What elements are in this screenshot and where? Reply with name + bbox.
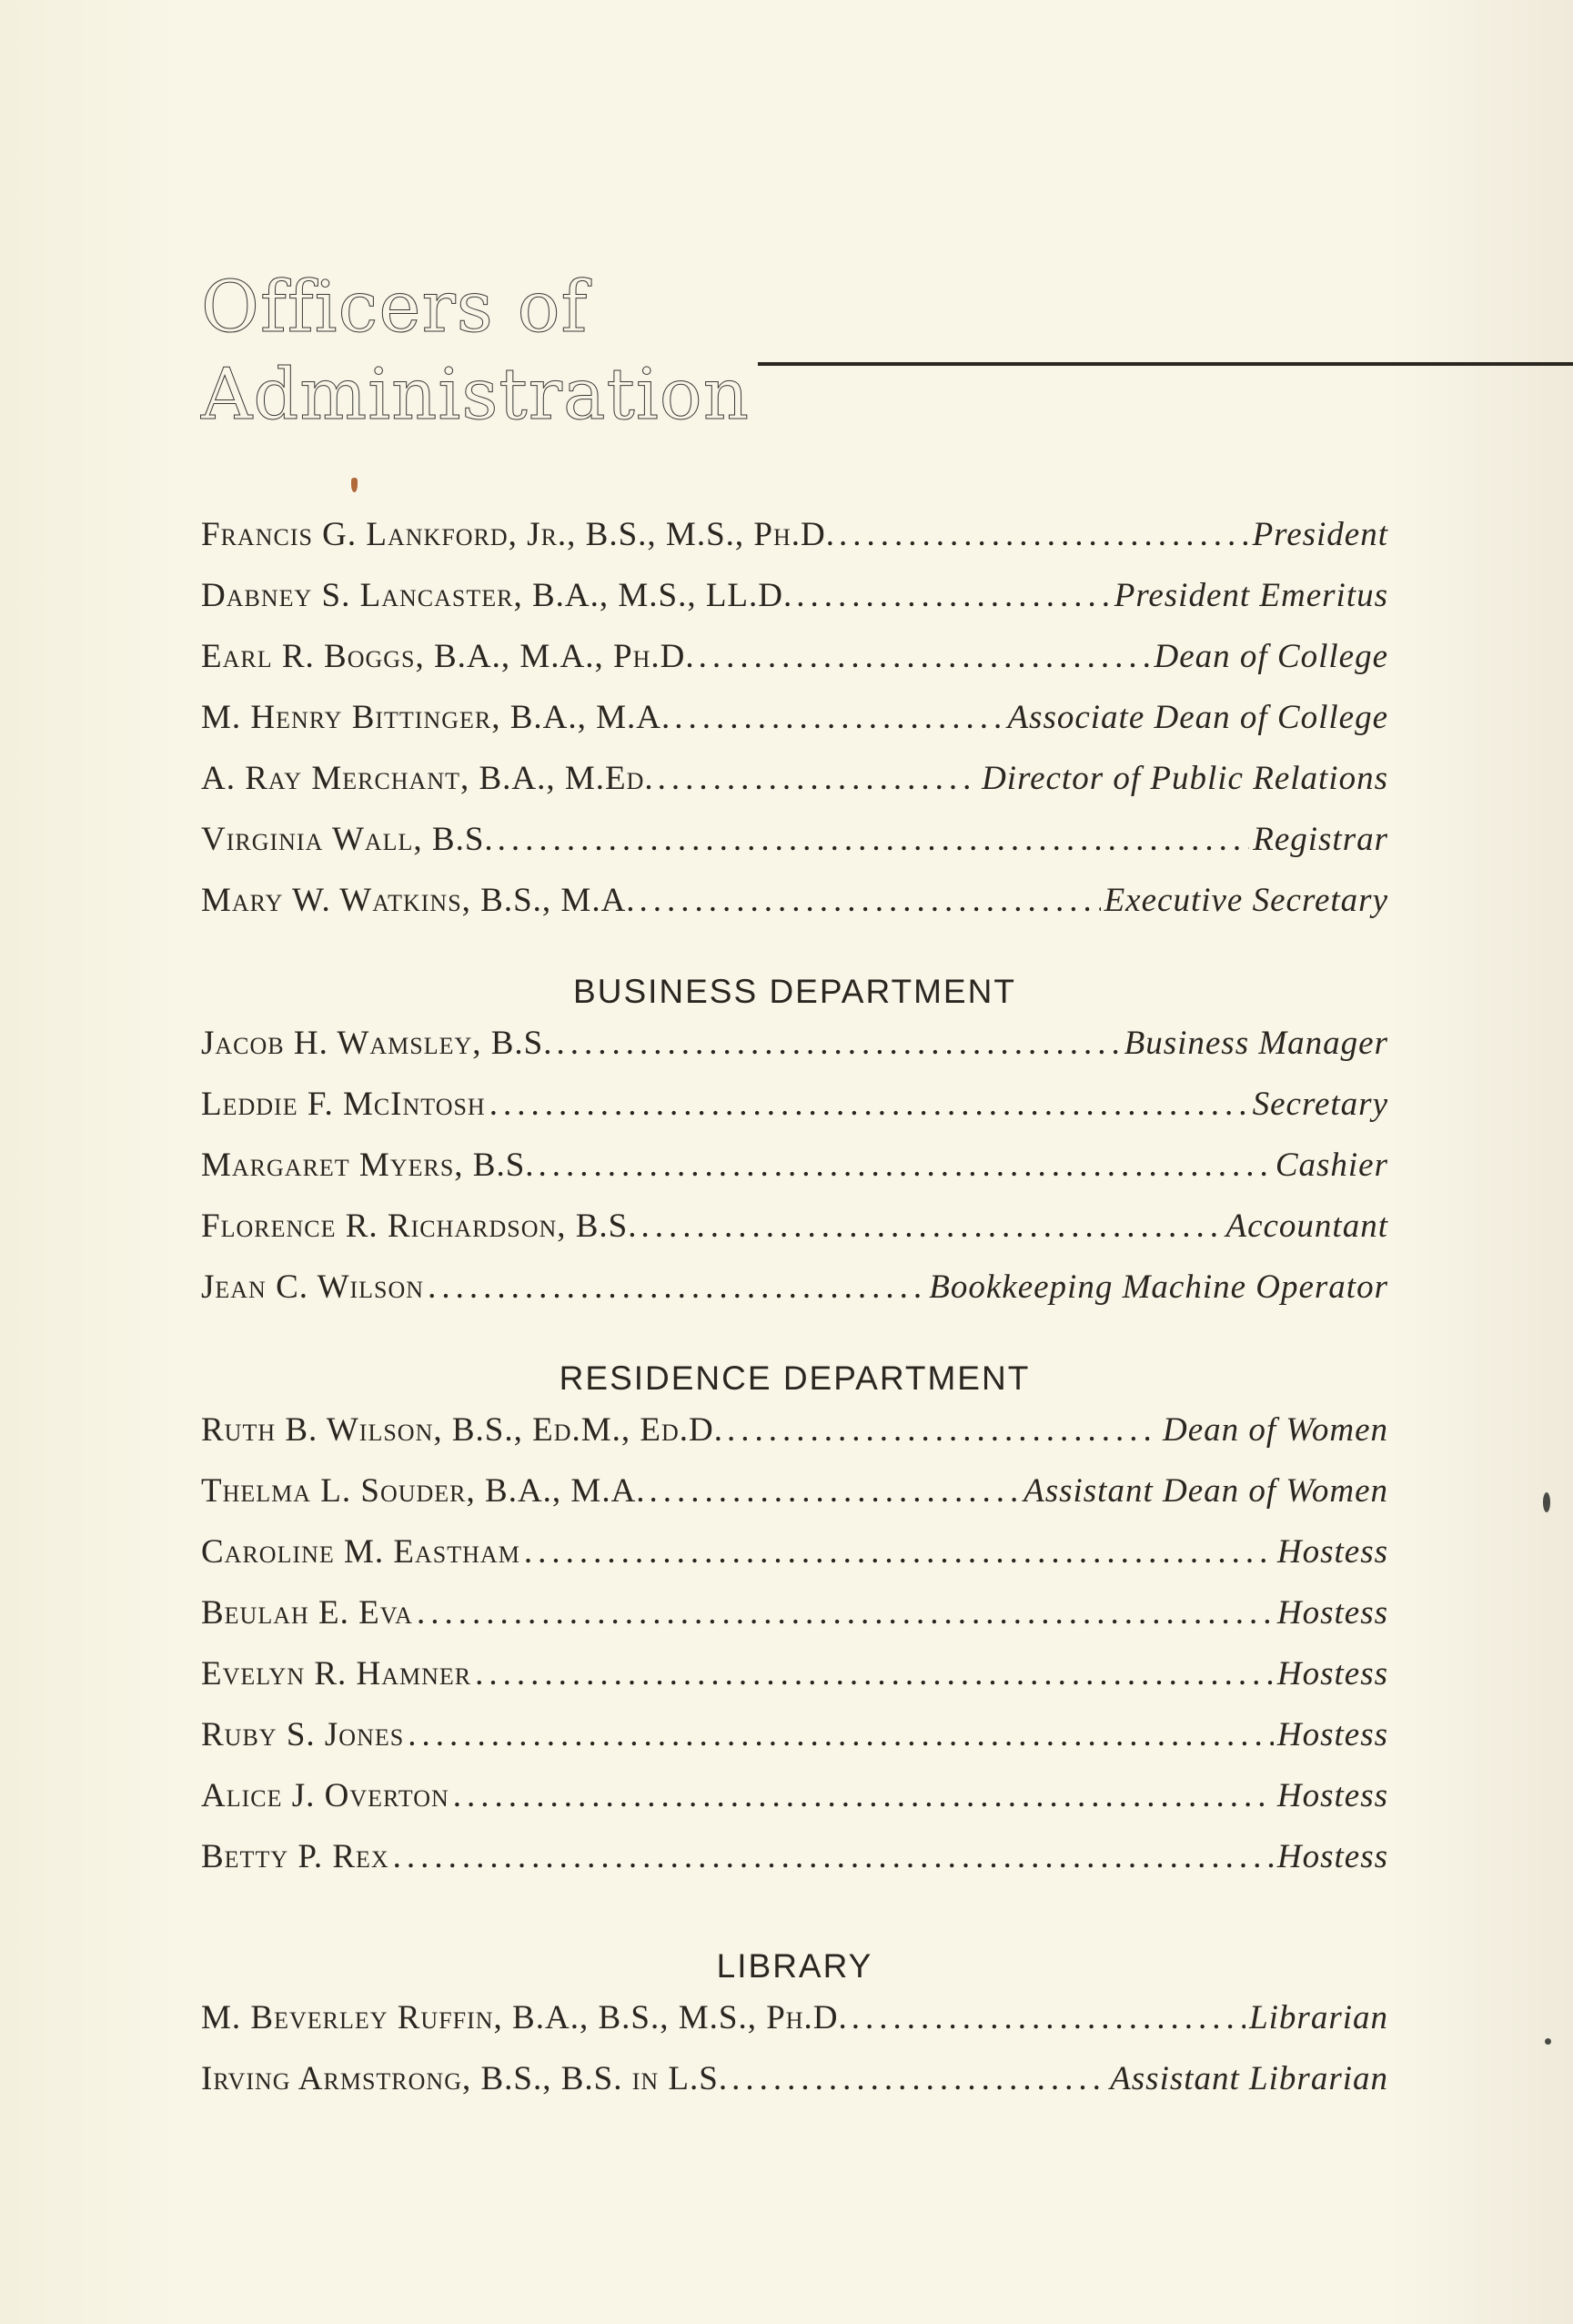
staff-role: Hostess	[1276, 1838, 1388, 1875]
roster	[201, 515, 1388, 2120]
dot-leader	[408, 1715, 1274, 1754]
business-list	[201, 1024, 1388, 1329]
officer-row	[201, 881, 1388, 942]
dot-leader	[640, 881, 1101, 920]
staff-name: Irving Armstrong, B.S., B.S. in L.S.	[201, 2060, 729, 2097]
dot-leader	[731, 2059, 1106, 2098]
staff-name: Florence R. Richardson, B.S.	[201, 1207, 638, 1245]
officers-list	[201, 515, 1388, 942]
staff-row	[201, 1268, 1388, 1329]
staff-name: Jean C. Wilson	[201, 1268, 425, 1306]
officer-row	[201, 759, 1388, 820]
title-line-1: Officers of	[201, 267, 589, 349]
staff-name: Beulah E. Eva	[201, 1594, 413, 1632]
staff-name: Alice J. Overton	[201, 1777, 449, 1814]
staff-role: Assistant Dean of Women	[1023, 1472, 1388, 1510]
title-line-2: Administration	[201, 354, 750, 436]
staff-row	[201, 1471, 1388, 1532]
officer-role: Associate Dean of College	[1007, 699, 1388, 736]
officer-name: Francis G. Lankford, Jr., B.S., M.S., Ph.D.	[201, 516, 835, 553]
staff-name: Ruth B. Wilson, B.S., Ed.M., Ed.D.	[201, 1411, 723, 1449]
staff-row	[201, 1593, 1388, 1654]
staff-row	[201, 2059, 1388, 2120]
edge-speck	[1543, 1492, 1550, 1512]
staff-row	[201, 1532, 1388, 1593]
dot-leader	[852, 1998, 1245, 2037]
officer-name: Dabney S. Lancaster, B.A., M.S., LL.D.	[201, 577, 793, 614]
dot-leader	[658, 759, 978, 798]
staff-row	[201, 1146, 1388, 1207]
officer-row	[201, 515, 1388, 576]
staff-row	[201, 1837, 1388, 1898]
officer-role: Registrar	[1253, 821, 1388, 858]
officer-name: Earl R. Boggs, B.A., M.A., Ph.D.	[201, 638, 695, 675]
staff-role: Dean of Women	[1163, 1411, 1388, 1449]
officer-name: M. Henry Bittinger, B.A., M.A.	[201, 699, 671, 736]
officer-row	[201, 698, 1388, 759]
staff-role: Hostess	[1276, 1655, 1388, 1692]
officer-role: Dean of College	[1154, 638, 1388, 675]
staff-role: Assistant Librarian	[1110, 2060, 1388, 2097]
staff-name: Thelma L. Souder, B.A., M.A.	[201, 1472, 646, 1510]
dot-leader	[650, 1471, 1021, 1511]
officer-name: Virginia Wall, B.S.	[201, 821, 494, 858]
staff-role: Librarian	[1249, 1999, 1388, 2036]
residence-list	[201, 1410, 1388, 1898]
staff-row	[201, 1410, 1388, 1471]
officer-name: A. Ray Merchant, B.A., M.Ed.	[201, 760, 654, 797]
dot-leader	[453, 1776, 1274, 1815]
section-heading-business: BUSINESS DEPARTMENT	[573, 973, 1016, 1010]
staff-role: Bookkeeping Machine Operator	[929, 1268, 1388, 1306]
officer-name: Mary W. Watkins, B.S., M.A.	[201, 882, 636, 919]
dot-leader	[524, 1532, 1274, 1571]
staff-role: Accountant	[1225, 1207, 1388, 1245]
section-heading-residence: RESIDENCE DEPARTMENT	[559, 1359, 1031, 1397]
staff-row	[201, 1715, 1388, 1776]
staff-name: Ruby S. Jones	[201, 1716, 405, 1753]
dot-leader	[498, 820, 1250, 859]
dot-leader	[539, 1146, 1272, 1185]
ink-mark	[351, 478, 358, 492]
dot-leader	[699, 637, 1151, 676]
staff-row	[201, 1654, 1388, 1715]
staff-row	[201, 1998, 1388, 2059]
title-rule	[758, 362, 1573, 366]
dot-leader	[796, 576, 1110, 615]
staff-role: Hostess	[1276, 1777, 1388, 1814]
library-list	[201, 1998, 1388, 2120]
dot-leader	[489, 1085, 1249, 1124]
officer-role: President Emeritus	[1114, 577, 1388, 614]
staff-name: Betty P. Rex	[201, 1838, 389, 1875]
staff-row	[201, 1085, 1388, 1146]
dot-leader	[727, 1410, 1159, 1450]
staff-name: Evelyn R. Hamner	[201, 1655, 472, 1692]
officer-row	[201, 637, 1388, 698]
staff-role: Hostess	[1276, 1533, 1388, 1571]
staff-name: Caroline M. Eastham	[201, 1533, 520, 1571]
section-heading-library: LIBRARY	[716, 1947, 873, 1985]
officer-row	[201, 820, 1388, 881]
staff-role: Hostess	[1276, 1716, 1388, 1753]
staff-role: Secretary	[1252, 1086, 1388, 1123]
officer-row	[201, 576, 1388, 637]
staff-name: Jacob H. Wamsley, B.S.	[201, 1025, 553, 1062]
officer-role: Director of Public Relations	[982, 760, 1388, 797]
staff-role: Hostess	[1276, 1594, 1388, 1632]
staff-role: Cashier	[1275, 1147, 1388, 1184]
dot-leader	[641, 1207, 1223, 1246]
staff-name: M. Beverley Ruffin, B.A., B.S., M.S., Ph.D.	[201, 1999, 848, 2036]
staff-role: Business Manager	[1124, 1025, 1388, 1062]
dot-leader	[428, 1268, 925, 1307]
dot-leader	[557, 1024, 1121, 1063]
dot-leader	[417, 1593, 1274, 1632]
officer-role: President	[1252, 516, 1388, 553]
dot-leader	[393, 1837, 1274, 1876]
staff-row	[201, 1207, 1388, 1268]
staff-name: Leddie F. McIntosh	[201, 1086, 486, 1123]
staff-name: Margaret Myers, B.S.	[201, 1147, 535, 1184]
edge-speck	[1545, 2038, 1551, 2045]
page-title	[201, 264, 1393, 446]
dot-leader	[475, 1654, 1274, 1693]
officer-role: Executive Secretary	[1104, 882, 1388, 919]
dot-leader	[839, 515, 1249, 554]
staff-row	[201, 1024, 1388, 1085]
dot-leader	[674, 698, 1003, 737]
staff-row	[201, 1776, 1388, 1837]
